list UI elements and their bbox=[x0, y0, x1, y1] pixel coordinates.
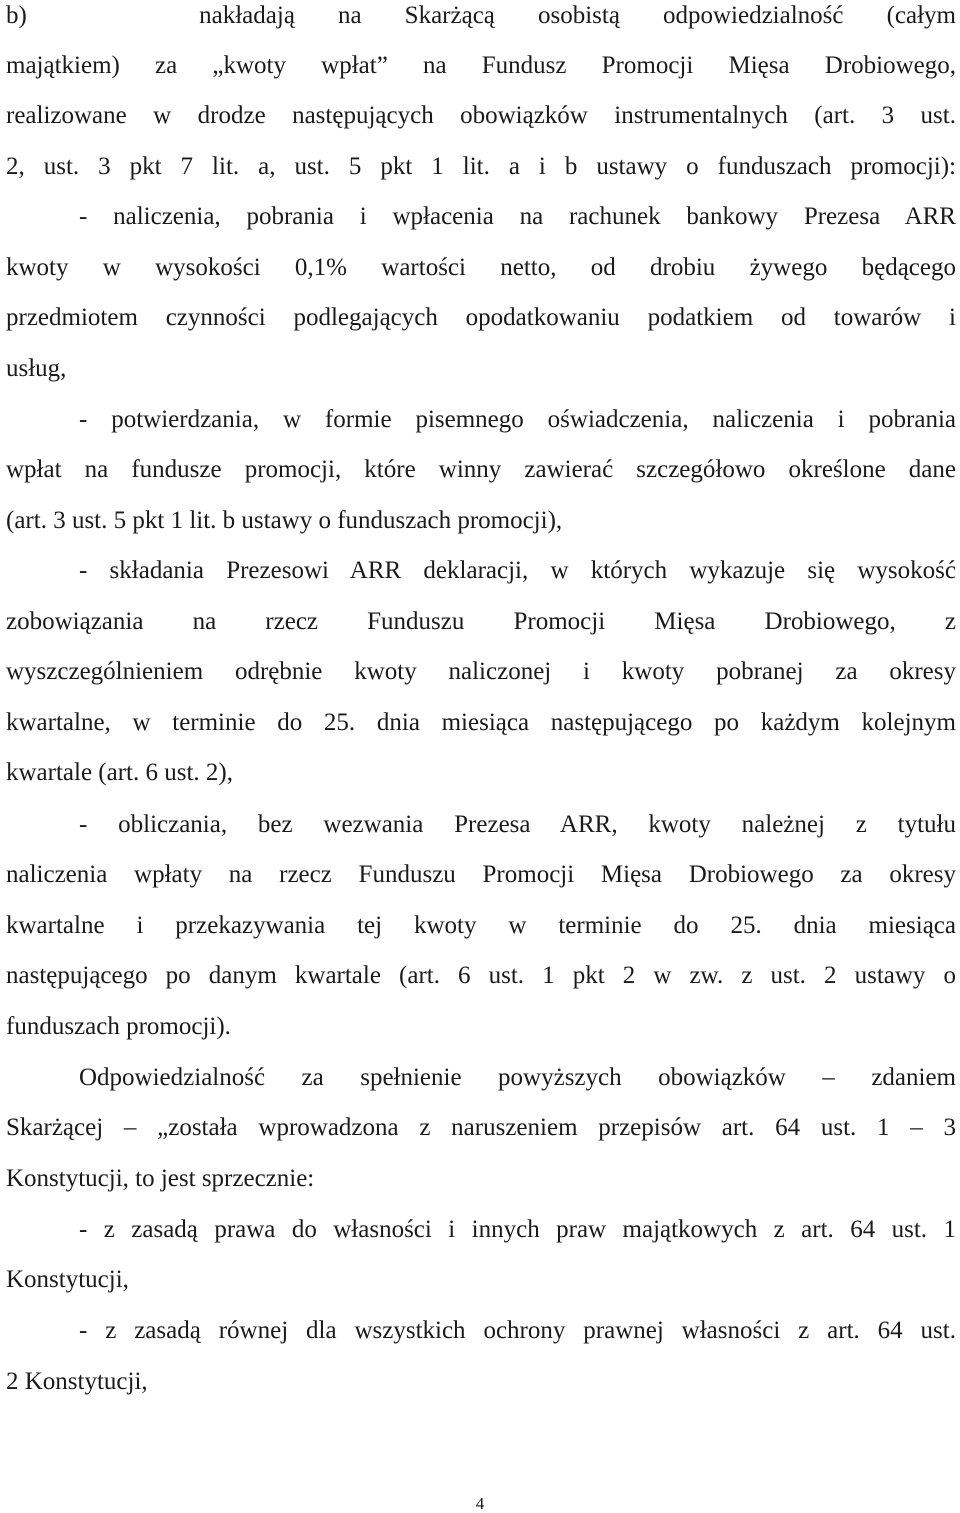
text-line: naliczenia wpłaty na rzecz Funduszu Promocji Mięsa Drobiowego za okresy bbox=[6, 861, 956, 888]
text-line: - z zasadą równej dla wszystkich ochrony prawnej własności z art. 64 ust. bbox=[79, 1317, 956, 1344]
text-line: kwartale (art. 6 ust. 2), bbox=[6, 759, 234, 786]
text-line: (art. 3 ust. 5 pkt 1 lit. b ustawy o funduszach promocji), bbox=[6, 507, 563, 534]
text-line: - składania Prezesowi ARR deklaracji, w których wykazuje się wysokość bbox=[79, 557, 956, 584]
text-line: kwartalne i przekazywania tej kwoty w terminie do 25. dnia miesiąca bbox=[6, 912, 956, 939]
text-line: - obliczania, bez wezwania Prezesa ARR, kwoty należnej z tytułu bbox=[79, 811, 956, 838]
text-line: realizowane w drodze następujących obowiązków instrumentalnych (art. 3 ust. bbox=[6, 102, 956, 129]
text-line: zobowiązania na rzecz Funduszu Promocji Mięsa Drobiowego, z bbox=[6, 608, 956, 635]
text-line: majątkiem) za „kwoty wpłat” na Fundusz Promocji Mięsa Drobiowego, bbox=[6, 52, 956, 79]
text-line: następującego po danym kwartale (art. 6 ust. 1 pkt 2 w zw. z ust. 2 ustawy o bbox=[6, 962, 956, 989]
text-line: - potwierdzania, w formie pisemnego oświadczenia, naliczenia i pobrania bbox=[79, 406, 956, 433]
text-line: 2 Konstytucji, bbox=[6, 1368, 148, 1395]
text-line: Odpowiedzialność za spełnienie powyższych obowiązków – zdaniem bbox=[79, 1064, 956, 1091]
text-line: - z zasadą prawa do własności i innych praw majątkowych z art. 64 ust. 1 bbox=[79, 1216, 956, 1243]
text-line: Konstytucji, to jest sprzecznie: bbox=[6, 1165, 315, 1192]
text-line: przedmiotem czynności podlegających opodatkowaniu podatkiem od towarów i bbox=[6, 304, 956, 331]
text-line: Konstytucji, bbox=[6, 1266, 129, 1293]
text-line: kwoty w wysokości 0,1% wartości netto, od drobiu żywego będącego bbox=[6, 254, 956, 281]
text-line: usług, bbox=[6, 355, 67, 382]
text-line: b) nakładają na Skarżącą osobistą odpowiedzialność (całym bbox=[6, 2, 956, 29]
text-line: funduszach promocji). bbox=[6, 1013, 231, 1040]
text-line: kwartalne, w terminie do 25. dnia miesiąca następującego po każdym kolejnym bbox=[6, 709, 956, 736]
text-line: 2, ust. 3 pkt 7 lit. a, ust. 5 pkt 1 lit. a i b ustawy o funduszach promocji): bbox=[6, 153, 956, 180]
text-line: wyszczególnieniem odrębnie kwoty naliczonej i kwoty pobranej za okresy bbox=[6, 658, 956, 685]
text-line: Skarżącej – „została wprowadzona z naruszeniem przepisów art. 64 ust. 1 – 3 bbox=[6, 1114, 956, 1141]
text-line: - naliczenia, pobrania i wpłacenia na rachunek bankowy Prezesa ARR bbox=[79, 203, 956, 230]
text-line: wpłat na fundusze promocji, które winny zawierać szczegółowo określone dane bbox=[6, 456, 956, 483]
page-number: 4 bbox=[475, 1494, 485, 1513]
